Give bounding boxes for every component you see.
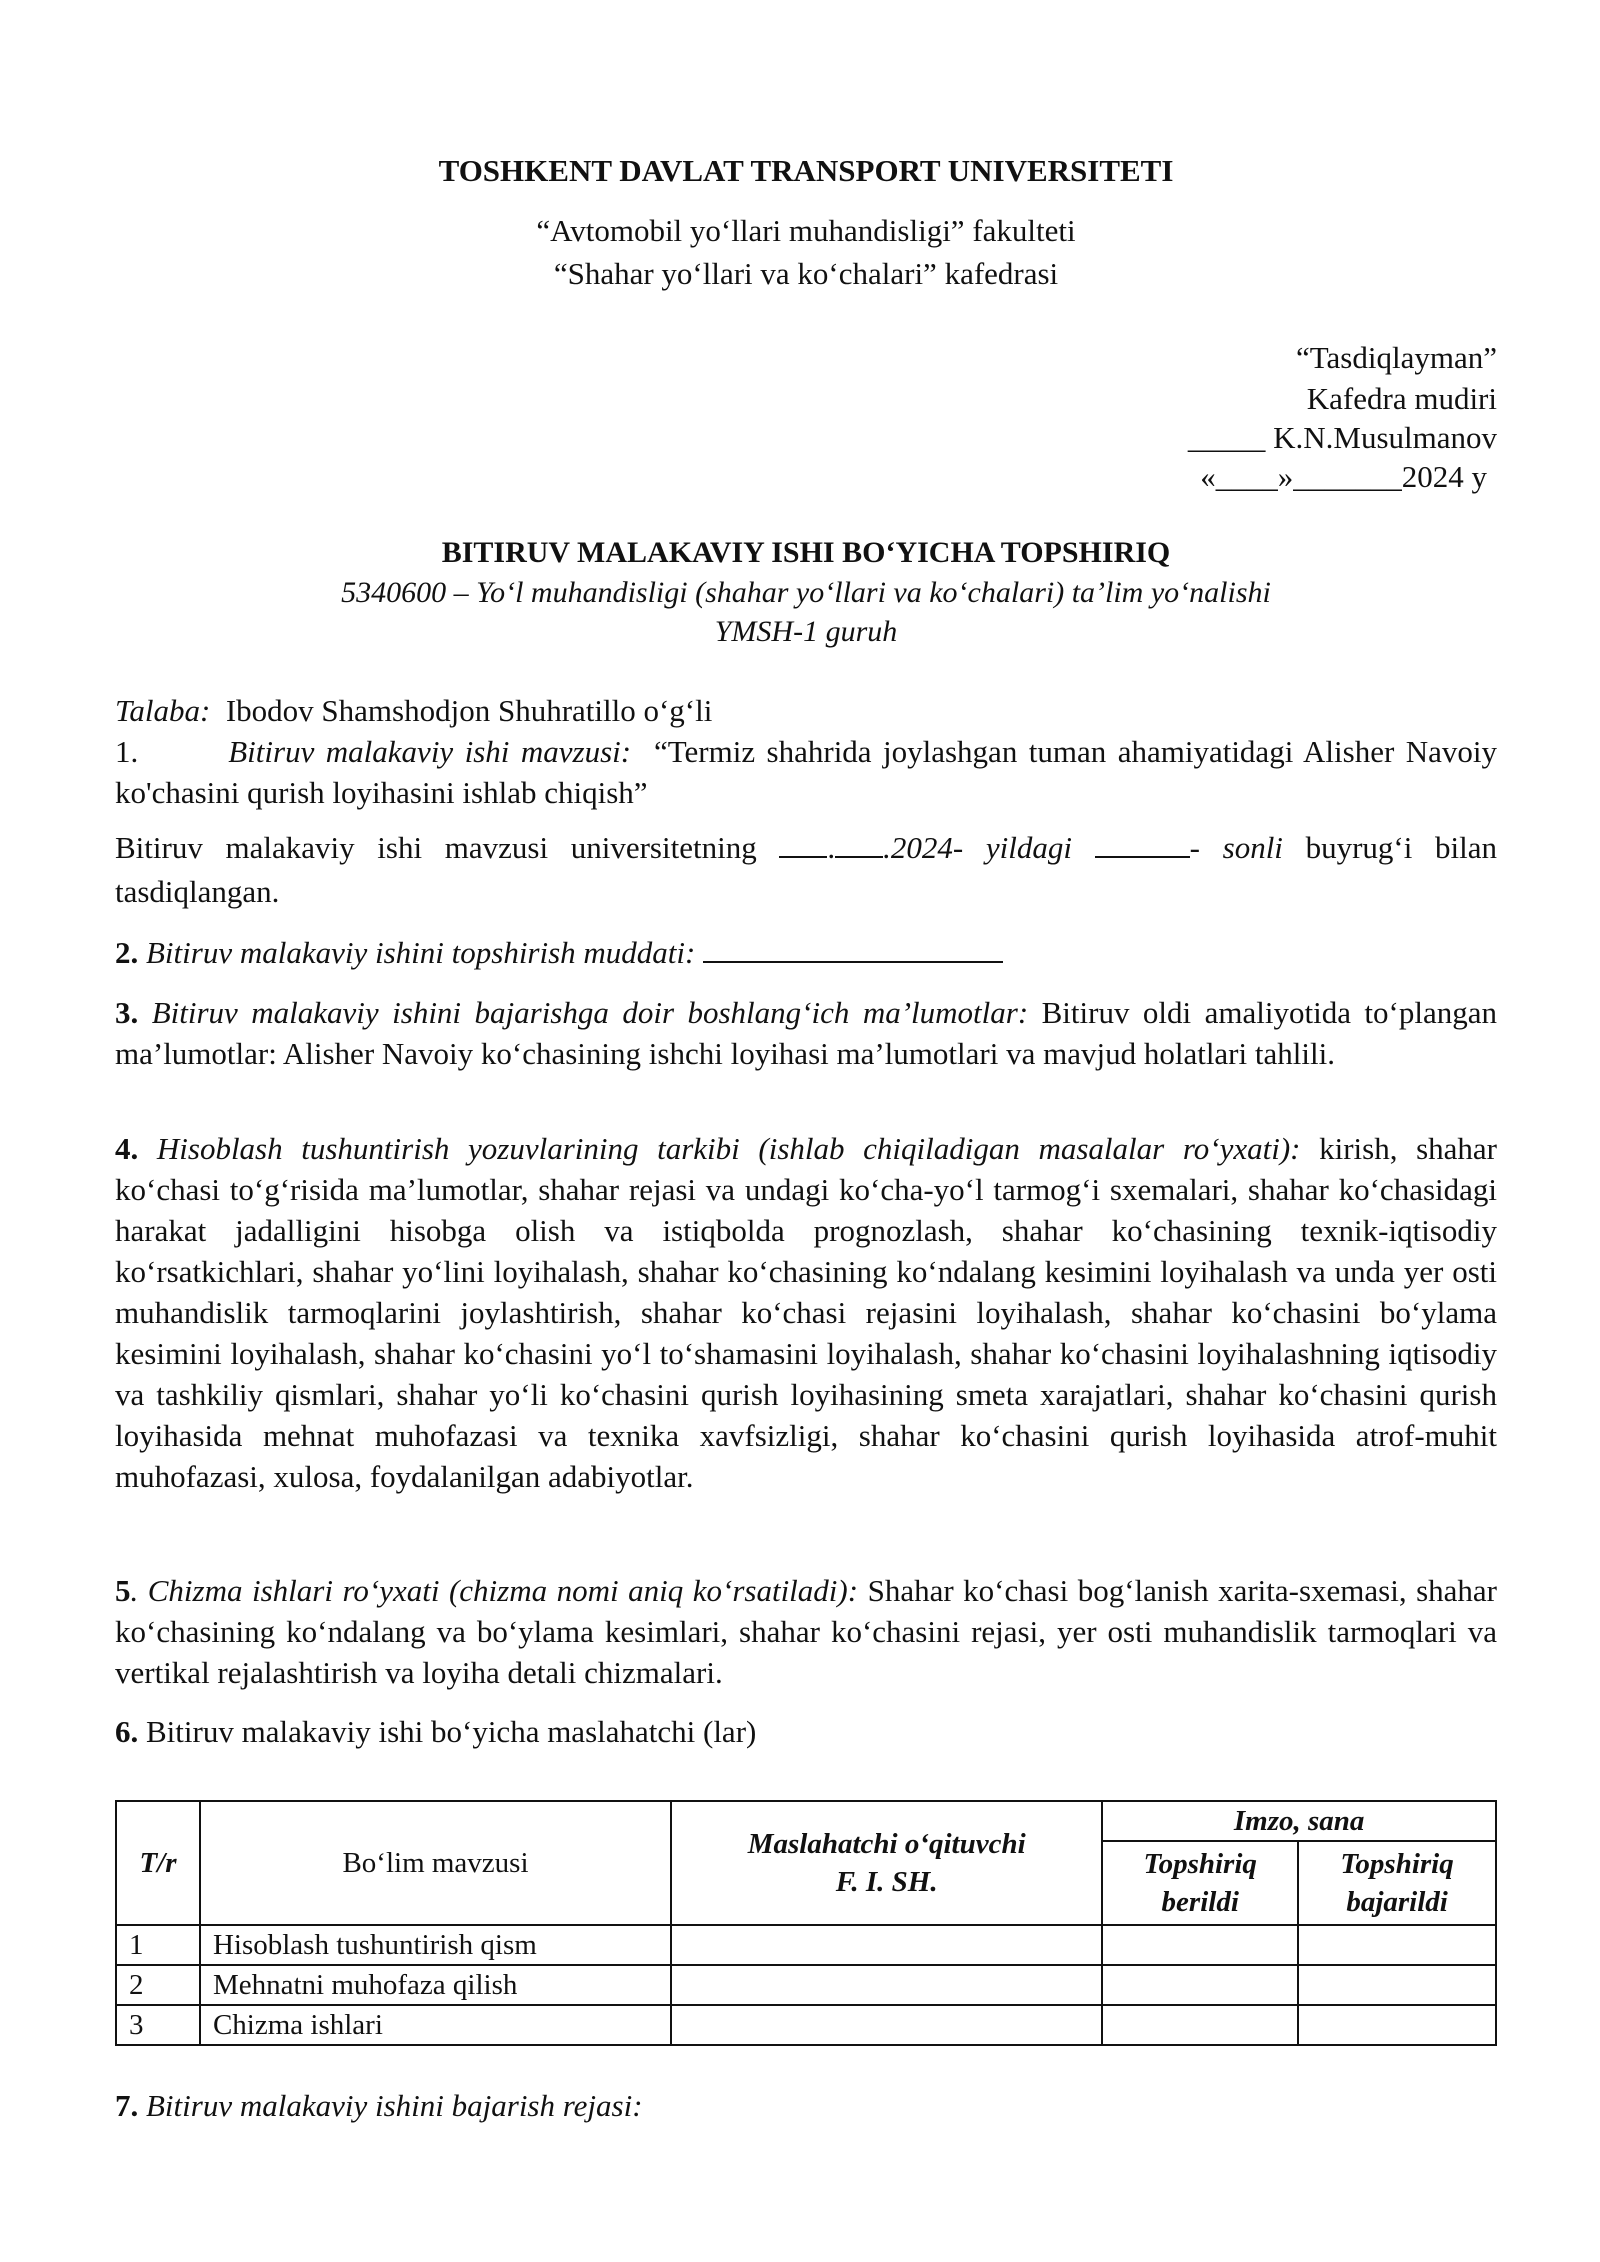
date-separator: . — [827, 830, 836, 865]
header-given-line1: Topshiriq — [1143, 1848, 1257, 1880]
contents-paragraph — [115, 1128, 1497, 1497]
approved-part3: - sonli — [1189, 830, 1283, 865]
topic-text: “Termiz shahrida joylashgan tuman ahamiyatidagi Alisher Navoiy ko'chasini qurish loyihasini ishlab chiqish” — [115, 734, 1498, 810]
drawings-label: . Chizma ishlari ro‘yxati (chizma nomi aniq ko‘rsatiladi): — [130, 1573, 859, 1608]
header-given-line2: berildi — [1161, 1886, 1239, 1918]
header-section: Bo‘lim mavzusi — [200, 1801, 671, 1925]
row-given-cell[interactable] — [1102, 1925, 1298, 1965]
contents-label: Hisoblash tushuntirish yozuvlarining tarkibi (ishlab chiqiladigan masalalar ro‘yxati): — [156, 1131, 1301, 1166]
specialty: 5340600 – Yo‘l muhandisligi (shahar yo‘llari va ko‘chalari) ta’lim yo‘nalishi — [341, 576, 1271, 609]
table-row — [116, 1965, 1496, 2005]
faculty-name: “Avtomobil yo‘llari muhandisligi” fakulteti — [536, 213, 1076, 248]
row-num: 2 — [116, 1965, 200, 2005]
row-done-cell[interactable] — [1298, 1965, 1496, 2005]
row-section: Chizma ishlari — [200, 2005, 671, 2045]
approval-heading: “Tasdiqlayman” — [1296, 340, 1497, 375]
approval-order-paragraph — [115, 826, 1497, 914]
table-row — [116, 2005, 1496, 2045]
approved-part2: .2024- yildagi — [883, 830, 1072, 865]
row-given-cell[interactable] — [1102, 1965, 1298, 2005]
plan-number: 7. — [115, 2088, 139, 2123]
student-label: Talaba: — [115, 693, 211, 728]
initial-number: 3. — [115, 995, 139, 1030]
row-consultant-cell[interactable] — [671, 1925, 1102, 1965]
drawings-paragraph — [115, 1570, 1497, 1693]
deadline-number: 2. — [115, 935, 139, 970]
header-done-line1: Topshiriq — [1340, 1848, 1454, 1880]
document-title: BITIRUV MALAKAVIY ISHI BO‘YICHA TOPSHIRIQ — [441, 536, 1171, 569]
row-num: 1 — [116, 1925, 200, 1965]
topic-paragraph — [115, 731, 1497, 813]
deadline-blank[interactable] — [703, 933, 1003, 963]
student-name: Ibodov Shamshodjon Shuhratillo o‘g‘li — [225, 693, 713, 728]
header-consultant-line1: Maslahatchi o‘qituvchi — [747, 1828, 1026, 1860]
deadline-label: Bitiruv malakaviy ishini topshirish muddati: — [146, 935, 696, 970]
deadline-line — [115, 932, 1497, 973]
topic-label: Bitiruv malakaviy ishi mavzusi: — [228, 734, 632, 769]
header-consultant-line2: F. I. SH. — [835, 1866, 938, 1898]
department-name: “Shahar yo‘llari va ko‘chalari” kafedrasi — [553, 256, 1059, 291]
row-section: Hisoblash tushuntirish qism — [200, 1925, 671, 1965]
group-name: YMSH-1 guruh — [714, 615, 898, 648]
row-consultant-cell[interactable] — [671, 2005, 1102, 2045]
order-month-blank[interactable] — [835, 828, 883, 858]
student-line — [115, 690, 1497, 731]
plan-label: Bitiruv malakaviy ishini bajarish rejasi: — [146, 2088, 643, 2123]
header-done-line2: bajarildi — [1346, 1886, 1448, 1918]
drawings-number: 5 — [115, 1573, 131, 1608]
row-done-cell[interactable] — [1298, 1925, 1496, 1965]
university-name: TOSHKENT DAVLAT TRANSPORT UNIVERSITETI — [438, 153, 1174, 188]
header-consultant — [671, 1801, 1102, 1925]
table-row — [116, 1925, 1496, 1965]
consultants-table — [115, 1800, 1497, 2046]
topic-number: 1. — [115, 734, 139, 769]
header-given — [1102, 1841, 1298, 1925]
plan-heading — [115, 2085, 643, 2126]
row-done-cell[interactable] — [1298, 2005, 1496, 2045]
drawings-text: Shahar ko‘chasi bog‘lanish xarita-sxemasi, shahar ko‘chasining ko‘ndalang va bo‘ylama kesimlari, shahar ko‘chasini rejasi, yer osti muhandislik tarmoqlari va vertikal rejalashtirish va loyiha detali chizmalari. — [115, 1573, 1497, 1690]
row-given-cell[interactable] — [1102, 2005, 1298, 2045]
approval-position: Kafedra mudiri — [1306, 381, 1497, 416]
order-day-blank[interactable] — [779, 828, 827, 858]
approval-date: «____»_______2024 y — [1200, 459, 1487, 494]
approved-part4: buyrug‘i bilan tasdiqlangan. — [115, 830, 1498, 909]
approval-signature: _____ K.N.Musulmanov — [1187, 420, 1497, 455]
consultants-title: Bitiruv malakaviy ishi bo‘yicha maslahatchi (lar) — [146, 1714, 757, 1749]
initial-label: Bitiruv malakaviy ishini bajarishga doir boshlang‘ich ma’lumotlar: — [151, 995, 1029, 1030]
row-num: 3 — [116, 2005, 200, 2045]
order-number-blank[interactable] — [1095, 828, 1190, 858]
initial-data-paragraph — [115, 992, 1497, 1074]
initial-text: Bitiruv oldi amaliyotida to‘plangan ma’lumotlar: Alisher Navoiy ko‘chasining ishchi loyihasi ma’lumotlari va mavjud holatlari tahlili. — [115, 995, 1497, 1071]
consultants-heading — [115, 1711, 1497, 1752]
header-sign: Imzo, sana — [1102, 1801, 1496, 1841]
header-num: T/r — [116, 1801, 200, 1925]
contents-text: kirish, shahar ko‘chasi to‘g‘risida ma’lumotlar, shahar rejasi va undagi ko‘cha-yo‘l tarmog‘i sxemalari, shahar ko‘chasidagi harakat jadalligini hisobga olish va istiqbolda prognozlash, shahar ko‘chasining texnik-iqtisodiy ko‘rsatkichlari, shahar yo‘lini loyihalash, shahar ko‘chasining ko‘ndalang kesimini loyihalash va unda yer osti muhandislik tarmoqlarini joylashtirish, shahar ko‘chasi rejasini loyihalash, shahar ko‘chasini bo‘ylama kesimini loyihalash, shahar ko‘chasini yo‘l to‘shamasini loyihalash, shahar ko‘chasini loyihalashning iqtisodiy va tashkiliy qismlari, shahar yo‘li ko‘chasini qurish loyihasining smeta xarajatlari, shahar ko‘chasini qurish loyihasida mehnat muhofazasi va texnika xavfsizligi, shahar ko‘chasini qurish loyihasida atrof-muhit muhofazasi, xulosa, foydalanilgan adabiyotlar. — [115, 1131, 1497, 1494]
approved-part1: Bitiruv malakaviy ishi mavzusi universitetning — [115, 830, 757, 865]
row-section: Mehnatni muhofaza qilish — [200, 1965, 671, 2005]
header-done — [1298, 1841, 1496, 1925]
contents-number: 4. — [115, 1131, 139, 1166]
row-consultant-cell[interactable] — [671, 1965, 1102, 2005]
consultants-number: 6. — [115, 1714, 139, 1749]
